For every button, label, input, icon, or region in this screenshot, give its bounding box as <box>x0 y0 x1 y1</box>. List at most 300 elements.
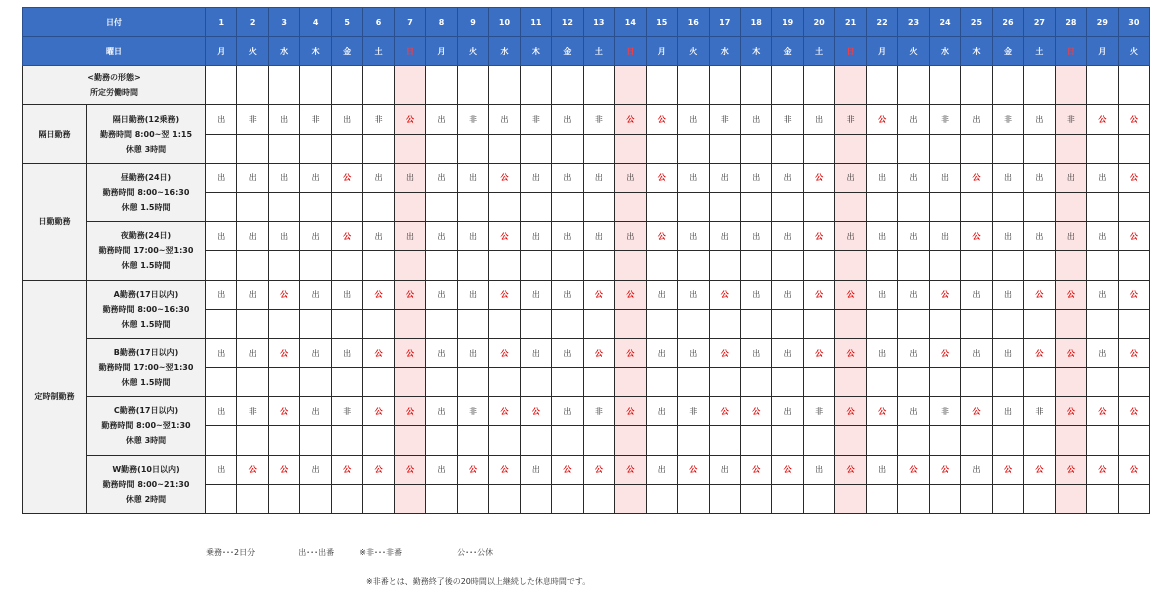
shift-mark: 公 <box>489 222 520 251</box>
empty-cell <box>866 251 897 280</box>
empty-cell <box>615 368 646 397</box>
shift-label-line: 勤務時間 8:00~16:30 <box>102 304 190 314</box>
shift-mark: 出 <box>992 397 1023 426</box>
shift-mark: 出 <box>394 163 425 192</box>
shift-mark: 公 <box>268 397 299 426</box>
shift-mark: 公 <box>709 338 740 367</box>
day-number: 19 <box>772 8 803 37</box>
shift-mark: 公 <box>489 455 520 484</box>
shift-mark: 出 <box>709 163 740 192</box>
empty-cell <box>394 251 425 280</box>
shift-mark: 公 <box>394 455 425 484</box>
shift-mark: 公 <box>803 222 834 251</box>
empty-cell <box>457 251 488 280</box>
empty-cell <box>489 426 520 455</box>
empty-cell <box>835 251 866 280</box>
empty-cell <box>520 368 551 397</box>
shift-mark: 公 <box>394 280 425 309</box>
shift-label-line: 隔日勤務(12乗務) <box>112 114 180 124</box>
empty-cell <box>583 192 614 221</box>
empty-cell <box>1055 66 1086 105</box>
shift-mark: 非 <box>331 397 362 426</box>
shift-mark: 出 <box>268 163 299 192</box>
shift-mark: 非 <box>457 105 488 134</box>
shift-mark: 公 <box>615 338 646 367</box>
shift-mark: 公 <box>1055 338 1086 367</box>
day-number: 20 <box>803 8 834 37</box>
empty-cell <box>803 134 834 163</box>
shift-mark: 公 <box>394 397 425 426</box>
shift-mark: 出 <box>426 397 457 426</box>
empty-cell <box>331 251 362 280</box>
empty-cell <box>552 192 583 221</box>
empty-cell <box>237 309 268 338</box>
shift-mark: 非 <box>363 105 394 134</box>
day-number: 25 <box>961 8 992 37</box>
empty-cell <box>772 426 803 455</box>
shift-mark: 公 <box>363 338 394 367</box>
shift-mark: 出 <box>426 455 457 484</box>
empty-cell <box>929 368 960 397</box>
empty-cell <box>740 251 771 280</box>
weekday-cell: 火 <box>457 37 488 66</box>
empty-cell <box>237 368 268 397</box>
shift-mark: 出 <box>1087 222 1118 251</box>
shift-mark: 出 <box>929 163 960 192</box>
legend-trip: 乗務･･･2日分 <box>206 548 256 557</box>
empty-cell <box>961 66 992 105</box>
group-label: 定時制勤務 <box>23 280 87 514</box>
shift-mark: 公 <box>835 455 866 484</box>
weekday-cell: 水 <box>929 37 960 66</box>
shift-mark: 出 <box>1087 280 1118 309</box>
empty-cell <box>709 368 740 397</box>
shift-mark: 公 <box>331 222 362 251</box>
shift-mark: 公 <box>803 280 834 309</box>
empty-cell <box>268 192 299 221</box>
shift-mark: 公 <box>1118 338 1149 367</box>
shift-label <box>87 397 206 455</box>
shift-mark: 出 <box>237 163 268 192</box>
empty-cell <box>898 192 929 221</box>
empty-cell <box>961 192 992 221</box>
empty-cell <box>1087 368 1118 397</box>
empty-cell <box>363 251 394 280</box>
empty-cell <box>678 134 709 163</box>
shift-mark: 出 <box>678 105 709 134</box>
empty-cell <box>206 426 237 455</box>
shift-row <box>23 163 1150 192</box>
empty-cell <box>898 251 929 280</box>
empty-cell <box>961 309 992 338</box>
day-number: 17 <box>709 8 740 37</box>
day-number: 1 <box>206 8 237 37</box>
empty-cell <box>394 368 425 397</box>
shift-mark: 出 <box>457 338 488 367</box>
shift-mark: 出 <box>583 222 614 251</box>
empty-cell <box>835 66 866 105</box>
day-number: 4 <box>300 8 331 37</box>
shift-mark: 出 <box>552 338 583 367</box>
empty-cell <box>866 309 897 338</box>
shift-mark: 公 <box>363 455 394 484</box>
shift-mark: 出 <box>709 455 740 484</box>
shift-mark: 出 <box>1055 222 1086 251</box>
weekday-cell: 水 <box>489 37 520 66</box>
empty-cell <box>835 192 866 221</box>
shift-mark: 出 <box>835 163 866 192</box>
empty-cell <box>615 66 646 105</box>
shift-mark: 出 <box>646 455 677 484</box>
empty-cell <box>772 484 803 513</box>
empty-cell <box>552 368 583 397</box>
empty-cell <box>583 484 614 513</box>
shift-mark: 出 <box>552 397 583 426</box>
shift-mark: 出 <box>206 280 237 309</box>
shift-label-line: 休憩 2時間 <box>125 494 167 504</box>
empty-cell <box>803 66 834 105</box>
empty-cell <box>709 192 740 221</box>
shift-mark: 出 <box>552 222 583 251</box>
empty-cell <box>740 368 771 397</box>
empty-cell <box>803 192 834 221</box>
shift-mark: 出 <box>206 455 237 484</box>
weekday-cell: 日 <box>615 37 646 66</box>
empty-cell <box>1024 134 1055 163</box>
empty-cell <box>1118 368 1149 397</box>
shift-mark: 出 <box>1055 163 1086 192</box>
shift-mark: 出 <box>898 397 929 426</box>
shift-mark: 公 <box>1087 105 1118 134</box>
empty-cell <box>646 484 677 513</box>
empty-cell <box>646 426 677 455</box>
shift-mark: 出 <box>206 105 237 134</box>
empty-cell <box>961 134 992 163</box>
shift-label-line: 休憩 1.5時間 <box>121 202 171 212</box>
schedule-wrapper <box>22 7 1150 514</box>
shift-row <box>23 105 1150 134</box>
empty-cell <box>520 134 551 163</box>
legend-row <box>206 547 493 558</box>
weekday-cell: 土 <box>583 37 614 66</box>
empty-cell <box>268 309 299 338</box>
shift-mark: 出 <box>803 105 834 134</box>
empty-cell <box>709 251 740 280</box>
empty-cell <box>1024 192 1055 221</box>
weekday-cell: 火 <box>237 37 268 66</box>
empty-cell <box>772 192 803 221</box>
shift-mark: 公 <box>866 105 897 134</box>
shift-mark: 出 <box>866 455 897 484</box>
shift-row <box>23 455 1150 484</box>
empty-cell <box>489 134 520 163</box>
shift-mark: 出 <box>520 455 551 484</box>
weekday-cell: 木 <box>961 37 992 66</box>
shift-row <box>23 222 1150 251</box>
empty-cell <box>300 251 331 280</box>
empty-cell <box>520 251 551 280</box>
empty-cell <box>206 66 237 105</box>
empty-cell <box>300 484 331 513</box>
shift-label <box>87 455 206 513</box>
empty-cell <box>992 309 1023 338</box>
shift-mark: 出 <box>237 222 268 251</box>
shift-mark: 出 <box>1024 222 1055 251</box>
shift-mark: 非 <box>583 105 614 134</box>
day-number: 24 <box>929 8 960 37</box>
shift-mark: 公 <box>835 338 866 367</box>
empty-cell <box>1024 426 1055 455</box>
empty-cell <box>237 484 268 513</box>
empty-cell <box>552 66 583 105</box>
empty-cell <box>426 66 457 105</box>
empty-cell <box>552 309 583 338</box>
empty-cell <box>646 368 677 397</box>
shift-mark: 公 <box>1055 455 1086 484</box>
empty-cell <box>1118 309 1149 338</box>
shift-mark: 公 <box>489 163 520 192</box>
day-number: 18 <box>740 8 771 37</box>
empty-cell <box>1087 426 1118 455</box>
empty-cell <box>552 426 583 455</box>
empty-cell <box>740 66 771 105</box>
shift-mark: 出 <box>678 163 709 192</box>
empty-cell <box>489 484 520 513</box>
shift-mark: 出 <box>394 222 425 251</box>
shift-mark: 出 <box>206 163 237 192</box>
date-header-row <box>23 8 1150 37</box>
empty-cell <box>363 484 394 513</box>
empty-cell <box>772 368 803 397</box>
empty-cell <box>300 192 331 221</box>
shift-mark: 出 <box>237 280 268 309</box>
shift-mark: 出 <box>740 222 771 251</box>
shift-mark: 公 <box>961 163 992 192</box>
shift-label-line: 勤務時間 8:00~16:30 <box>102 187 190 197</box>
shift-mark: 出 <box>300 222 331 251</box>
legend-off-duty: ※非･･･非番 <box>359 548 402 557</box>
shift-mark: 公 <box>709 280 740 309</box>
empty-cell <box>268 66 299 105</box>
empty-cell <box>583 309 614 338</box>
empty-cell <box>300 368 331 397</box>
empty-cell <box>1024 66 1055 105</box>
shift-label-line: 勤務時間 17:00~翌1:30 <box>98 363 194 373</box>
empty-cell <box>992 426 1023 455</box>
empty-cell <box>331 426 362 455</box>
shift-label-line: 勤務時間 17:00~翌1:30 <box>98 246 194 256</box>
empty-cell <box>363 309 394 338</box>
shift-label <box>87 222 206 280</box>
empty-cell <box>992 134 1023 163</box>
intro-label <box>23 66 206 105</box>
legend-holiday: 公･･･公休 <box>457 548 494 557</box>
shift-mark: 出 <box>678 338 709 367</box>
shift-mark: 公 <box>331 163 362 192</box>
weekday-cell: 金 <box>772 37 803 66</box>
shift-mark: 出 <box>1024 163 1055 192</box>
shift-mark: 出 <box>1087 163 1118 192</box>
shift-mark: 公 <box>992 455 1023 484</box>
legend-on-duty: 出･･･出番 <box>298 548 335 557</box>
shift-mark: 出 <box>961 338 992 367</box>
empty-cell <box>457 484 488 513</box>
shift-mark: 出 <box>646 338 677 367</box>
empty-cell <box>961 368 992 397</box>
empty-cell <box>961 426 992 455</box>
shift-mark: 公 <box>363 397 394 426</box>
empty-cell <box>394 309 425 338</box>
empty-cell <box>678 309 709 338</box>
day-number: 10 <box>489 8 520 37</box>
empty-cell <box>457 368 488 397</box>
shift-mark: 出 <box>520 222 551 251</box>
empty-cell <box>615 426 646 455</box>
shift-mark: 公 <box>929 338 960 367</box>
empty-cell <box>803 426 834 455</box>
shift-schedule-table <box>22 7 1150 514</box>
shift-mark: 出 <box>992 163 1023 192</box>
empty-cell <box>866 426 897 455</box>
shift-mark: 出 <box>300 338 331 367</box>
empty-cell <box>331 134 362 163</box>
empty-cell <box>1087 309 1118 338</box>
empty-cell <box>646 192 677 221</box>
empty-cell <box>394 66 425 105</box>
shift-label-line: W勤務(10日以内) <box>112 464 180 474</box>
empty-cell <box>866 192 897 221</box>
shift-row <box>23 397 1150 426</box>
shift-mark: 出 <box>866 338 897 367</box>
shift-mark: 公 <box>394 338 425 367</box>
empty-cell <box>929 484 960 513</box>
empty-cell <box>394 426 425 455</box>
weekday-cell: 金 <box>552 37 583 66</box>
empty-cell <box>992 251 1023 280</box>
day-number: 29 <box>1087 8 1118 37</box>
shift-mark: 公 <box>615 455 646 484</box>
day-number: 28 <box>1055 8 1086 37</box>
empty-cell <box>1055 251 1086 280</box>
shift-mark: 出 <box>992 338 1023 367</box>
empty-cell <box>740 309 771 338</box>
shift-mark: 非 <box>803 397 834 426</box>
shift-mark: 出 <box>772 163 803 192</box>
empty-cell <box>740 484 771 513</box>
shift-mark: 出 <box>1087 338 1118 367</box>
empty-cell <box>835 368 866 397</box>
day-number: 2 <box>237 8 268 37</box>
shift-mark: 出 <box>929 222 960 251</box>
empty-cell <box>866 484 897 513</box>
empty-cell <box>709 66 740 105</box>
empty-cell <box>678 368 709 397</box>
shift-mark: 出 <box>206 222 237 251</box>
shift-mark: 非 <box>1024 397 1055 426</box>
weekday-header-row <box>23 37 1150 66</box>
empty-cell <box>206 484 237 513</box>
shift-label-line: 休憩 1.5時間 <box>121 261 171 271</box>
weekday-cell: 火 <box>678 37 709 66</box>
shift-mark: 出 <box>898 163 929 192</box>
shift-mark: 出 <box>489 105 520 134</box>
empty-cell <box>772 66 803 105</box>
empty-cell <box>363 192 394 221</box>
shift-mark: 公 <box>835 397 866 426</box>
empty-cell <box>1055 426 1086 455</box>
empty-cell <box>678 426 709 455</box>
empty-cell <box>740 192 771 221</box>
empty-cell <box>331 309 362 338</box>
empty-cell <box>583 134 614 163</box>
shift-mark: 出 <box>206 338 237 367</box>
empty-cell <box>520 426 551 455</box>
day-number: 22 <box>866 8 897 37</box>
shift-mark: 出 <box>961 105 992 134</box>
group-label: 日勤勤務 <box>23 163 87 280</box>
weekday-cell: 木 <box>740 37 771 66</box>
shift-mark: 公 <box>1055 397 1086 426</box>
shift-label-line: 夜勤務(24日) <box>120 231 172 241</box>
shift-mark: 非 <box>709 105 740 134</box>
shift-mark: 公 <box>1055 280 1086 309</box>
shift-mark: 公 <box>772 455 803 484</box>
empty-cell <box>300 66 331 105</box>
empty-cell <box>835 484 866 513</box>
empty-cell <box>206 251 237 280</box>
empty-cell <box>992 66 1023 105</box>
empty-cell <box>1055 192 1086 221</box>
empty-cell <box>646 309 677 338</box>
shift-mark: 出 <box>457 280 488 309</box>
shift-mark: 公 <box>1118 105 1149 134</box>
weekday-cell: 日 <box>394 37 425 66</box>
empty-cell <box>457 426 488 455</box>
shift-label-line: 勤務時間 8:00~21:30 <box>102 479 190 489</box>
empty-cell <box>803 309 834 338</box>
empty-cell <box>709 484 740 513</box>
shift-mark: 出 <box>866 222 897 251</box>
day-number: 16 <box>678 8 709 37</box>
shift-mark: 公 <box>394 105 425 134</box>
shift-mark: 出 <box>898 222 929 251</box>
empty-cell <box>489 251 520 280</box>
group-label: 隔日勤務 <box>23 105 87 163</box>
empty-cell <box>363 66 394 105</box>
weekday-cell: 土 <box>1024 37 1055 66</box>
shift-mark: 出 <box>520 280 551 309</box>
weekday-cell: 月 <box>866 37 897 66</box>
empty-cell <box>1118 66 1149 105</box>
shift-mark: 公 <box>615 280 646 309</box>
shift-mark: 公 <box>803 163 834 192</box>
shift-mark: 公 <box>835 280 866 309</box>
shift-mark: 公 <box>1118 280 1149 309</box>
shift-mark: 公 <box>898 455 929 484</box>
day-number: 30 <box>1118 8 1149 37</box>
shift-mark: 非 <box>583 397 614 426</box>
shift-mark: 出 <box>866 280 897 309</box>
shift-mark: 公 <box>583 280 614 309</box>
empty-cell <box>1055 134 1086 163</box>
shift-mark: 出 <box>740 280 771 309</box>
empty-cell <box>331 368 362 397</box>
empty-cell <box>740 426 771 455</box>
shift-mark: 公 <box>1024 338 1055 367</box>
empty-cell <box>520 484 551 513</box>
empty-cell <box>1118 484 1149 513</box>
day-number: 11 <box>520 8 551 37</box>
